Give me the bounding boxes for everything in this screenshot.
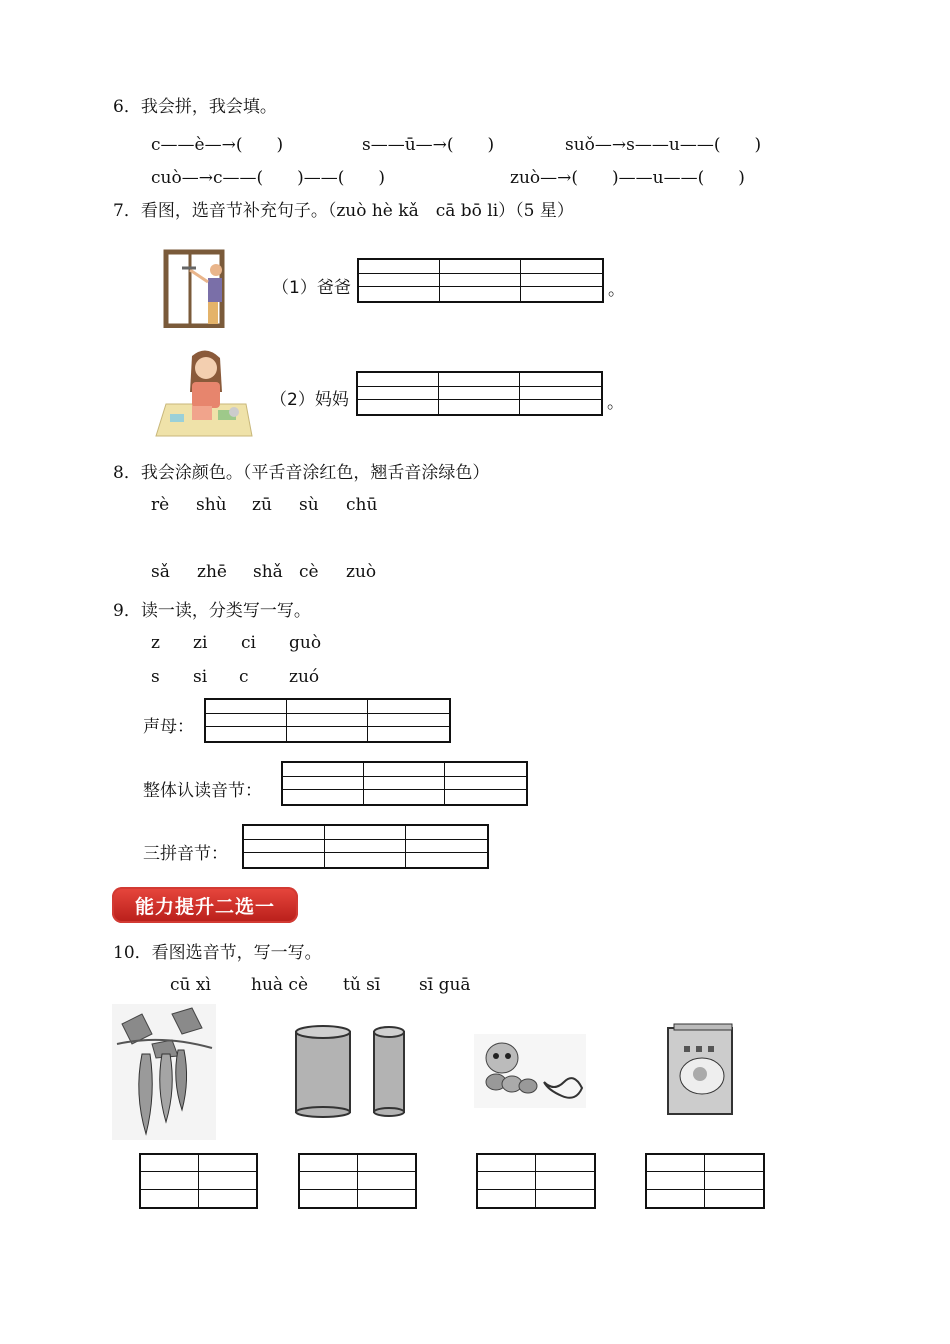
q9-item: guò [289, 633, 322, 653]
three-part-syllables-label: 三拼音节： [143, 844, 228, 864]
sentence-2-period: 。 [607, 393, 624, 413]
sentence-1-label: （1）爸爸 [272, 278, 351, 298]
silkworm-image [474, 1034, 586, 1108]
q8-syllable[interactable]: rè [151, 495, 170, 515]
q8-syllable[interactable]: shù [196, 495, 227, 515]
initials-label: 声母： [143, 717, 194, 737]
whole-syllables-writing-grid[interactable] [281, 761, 528, 806]
q9-title: 9．读一读，分类写一写。 [113, 601, 311, 621]
initials-writing-grid[interactable] [204, 698, 451, 743]
answer-grid-4[interactable] [645, 1153, 765, 1209]
q8-syllable[interactable]: sù [299, 495, 319, 515]
q6-title: 6．我会拼，我会填。 [113, 97, 277, 117]
q6-item-2: s——ū—→( ) [362, 135, 495, 155]
q8-syllable[interactable]: zū [252, 495, 272, 515]
answer-grid-1[interactable] [139, 1153, 258, 1209]
window-cleaning-image [160, 246, 232, 328]
answer-grid-3[interactable] [476, 1153, 596, 1209]
q10-option: cū xì [170, 975, 211, 995]
sentence-1-writing-grid[interactable] [357, 258, 604, 303]
q9-item: s [151, 667, 160, 687]
thick-thin-cylinders-image [292, 1024, 412, 1118]
sentence-2-writing-grid[interactable] [356, 371, 603, 416]
loofah-image [112, 1004, 216, 1140]
picture-album-image [664, 1022, 738, 1118]
q9-item: si [193, 667, 208, 687]
ability-improvement-banner: 能力提升二选一 [112, 887, 298, 923]
q8-syllable[interactable]: zuò [346, 562, 377, 582]
q6-item-4: cuò—→c——( )——( ) [151, 168, 385, 188]
q8-title: 8．我会涂颜色。（平舌音涂红色，翘舌音涂绿色） [113, 463, 490, 483]
q6-item-5: zuò—→( )——u——( ) [510, 168, 745, 188]
q9-item: zuó [289, 667, 320, 687]
answer-grid-2[interactable] [298, 1153, 417, 1209]
q8-syllable[interactable]: chū [346, 495, 378, 515]
q8-syllable[interactable]: zhē [197, 562, 227, 582]
q10-option: tǔ sī [343, 975, 381, 995]
q9-item: z [151, 633, 160, 653]
q9-item: c [239, 667, 249, 687]
q7-title: 7．看图，选音节补充句子。（zuò hè kǎ cā bō li）（5 星） [113, 201, 574, 221]
card-making-image [154, 346, 254, 438]
sentence-2-label: （2）妈妈 [270, 390, 349, 410]
three-part-syllables-writing-grid[interactable] [242, 824, 489, 869]
q6-item-1: c——è—→( ) [151, 135, 284, 155]
sentence-1-period: 。 [608, 280, 625, 300]
q9-item: ci [241, 633, 256, 653]
q10-option: huà cè [251, 975, 309, 995]
q10-option: sī guā [419, 975, 471, 995]
q6-item-3: suǒ—→s——u——( ) [565, 135, 762, 155]
whole-syllables-label: 整体认读音节： [143, 781, 262, 801]
q8-syllable[interactable]: sǎ [151, 562, 170, 582]
q8-syllable[interactable]: shǎ [253, 562, 283, 582]
q10-title: 10．看图选音节，写一写。 [113, 943, 322, 963]
q9-item: zi [193, 633, 208, 653]
q8-syllable[interactable]: cè [299, 562, 319, 582]
